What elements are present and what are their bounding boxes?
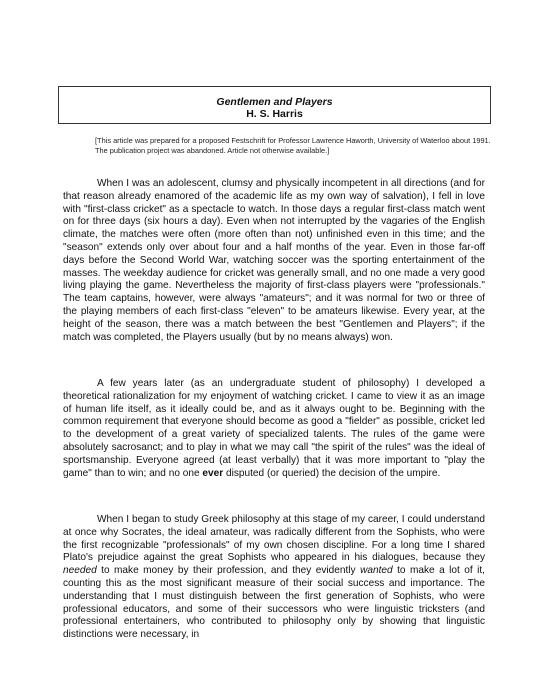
paragraph-2-emphasis: ever — [202, 467, 224, 479]
paragraph-1-text: When I was an adolescent, clumsy and physically incompetent in all directions (and for that reason already enamored of the academic life as my own way of salvation), I fell in love with "first-class cricket" as a spectacle to watch. In those days a regular first-class match went on for three days (six hours a day). Even when not interrupted by the vagaries of the English climate, the matches were often (more often than not) unfinished even in this time; and the "season" extends only over about four and a half months of the year. Even in those far-off days before the Second World War, watching soccer was the sporting entertainment of the masses. The weekday audience for cricket was generally small, and no one made a very good living playing the game. Nevertheless the majority of first-class players were "professionals." The team captains, however, were always "amateurs"; and it was normal for two or three of the playing members of each first-class "eleven" to be amateurs likewise. Every year, at the height of the season, there was a match between the best "Gentlemen and Players"; if the match was completed, the Players usually (but by no means always) won. — [63, 178, 485, 343]
title-box — [58, 86, 491, 124]
paragraph-3-part-a: When I began to study Greek philosophy at this stage of my career, I could understand at once why Socrates, the ideal amateur, was radically different from the Sophists, who were the first recognizable "professionals" of my own chosen discipline. For a long time I shared Plato's prejudice against the great Sophists who appeared in his dialogues, because they — [63, 514, 485, 564]
paragraph-3-italic-wanted: wanted — [360, 565, 393, 577]
paragraph-1 — [63, 178, 485, 344]
paragraph-3-part-b: to make money by their profession, and they evidently — [96, 565, 361, 577]
paragraph-3 — [63, 514, 485, 642]
paragraph-2-part-b: disputed (or queried) the decision of the umpire. — [223, 467, 441, 479]
paragraph-2 — [63, 378, 485, 480]
paragraph-3-text — [63, 514, 485, 642]
paragraph-3-italic-needed: needed — [63, 565, 97, 577]
editorial-note: [This article was prepared for a proposed Festschrift for Professor Lawrence Haworth, University of Waterloo about 1991. The publication project was abandoned. Article not otherwise available.] — [95, 136, 491, 155]
article-author: H. S. Harris — [246, 108, 303, 120]
paragraph-2-text — [63, 378, 485, 480]
paragraph-2-part-a: A few years later (as an undergraduate student of philosophy) I developed a theoretical rationalization for my enjoyment of watching cricket. I came to view it as an image of human life itself, as it ideally could be, and as it always ought to be. Beginning with the common requirement that everyone should become as good a "fielder" as possible, cricket led to the development of a great variety of specialized talents. The rules of the game were absolutely sacrosanct; and to play in what we may call "the spirit of the rules" was the ideal of sportsmanship. Everyone agreed (at least verbally) that it was more important to "play the game" than to win; and no one — [63, 378, 485, 479]
paragraph-3-part-c: to make a lot of it, counting this as the most significant measure of their social success and importance. The understanding that I must distinguish between the first generation of Sophists, who were professional educators, and some of their successors who were linguistic tricksters (and professional entertainers, who contributed to philosophy only by showing that linguistic distinctions were necessary, in — [63, 565, 485, 641]
article-title: Gentlemen and Players — [216, 96, 333, 108]
